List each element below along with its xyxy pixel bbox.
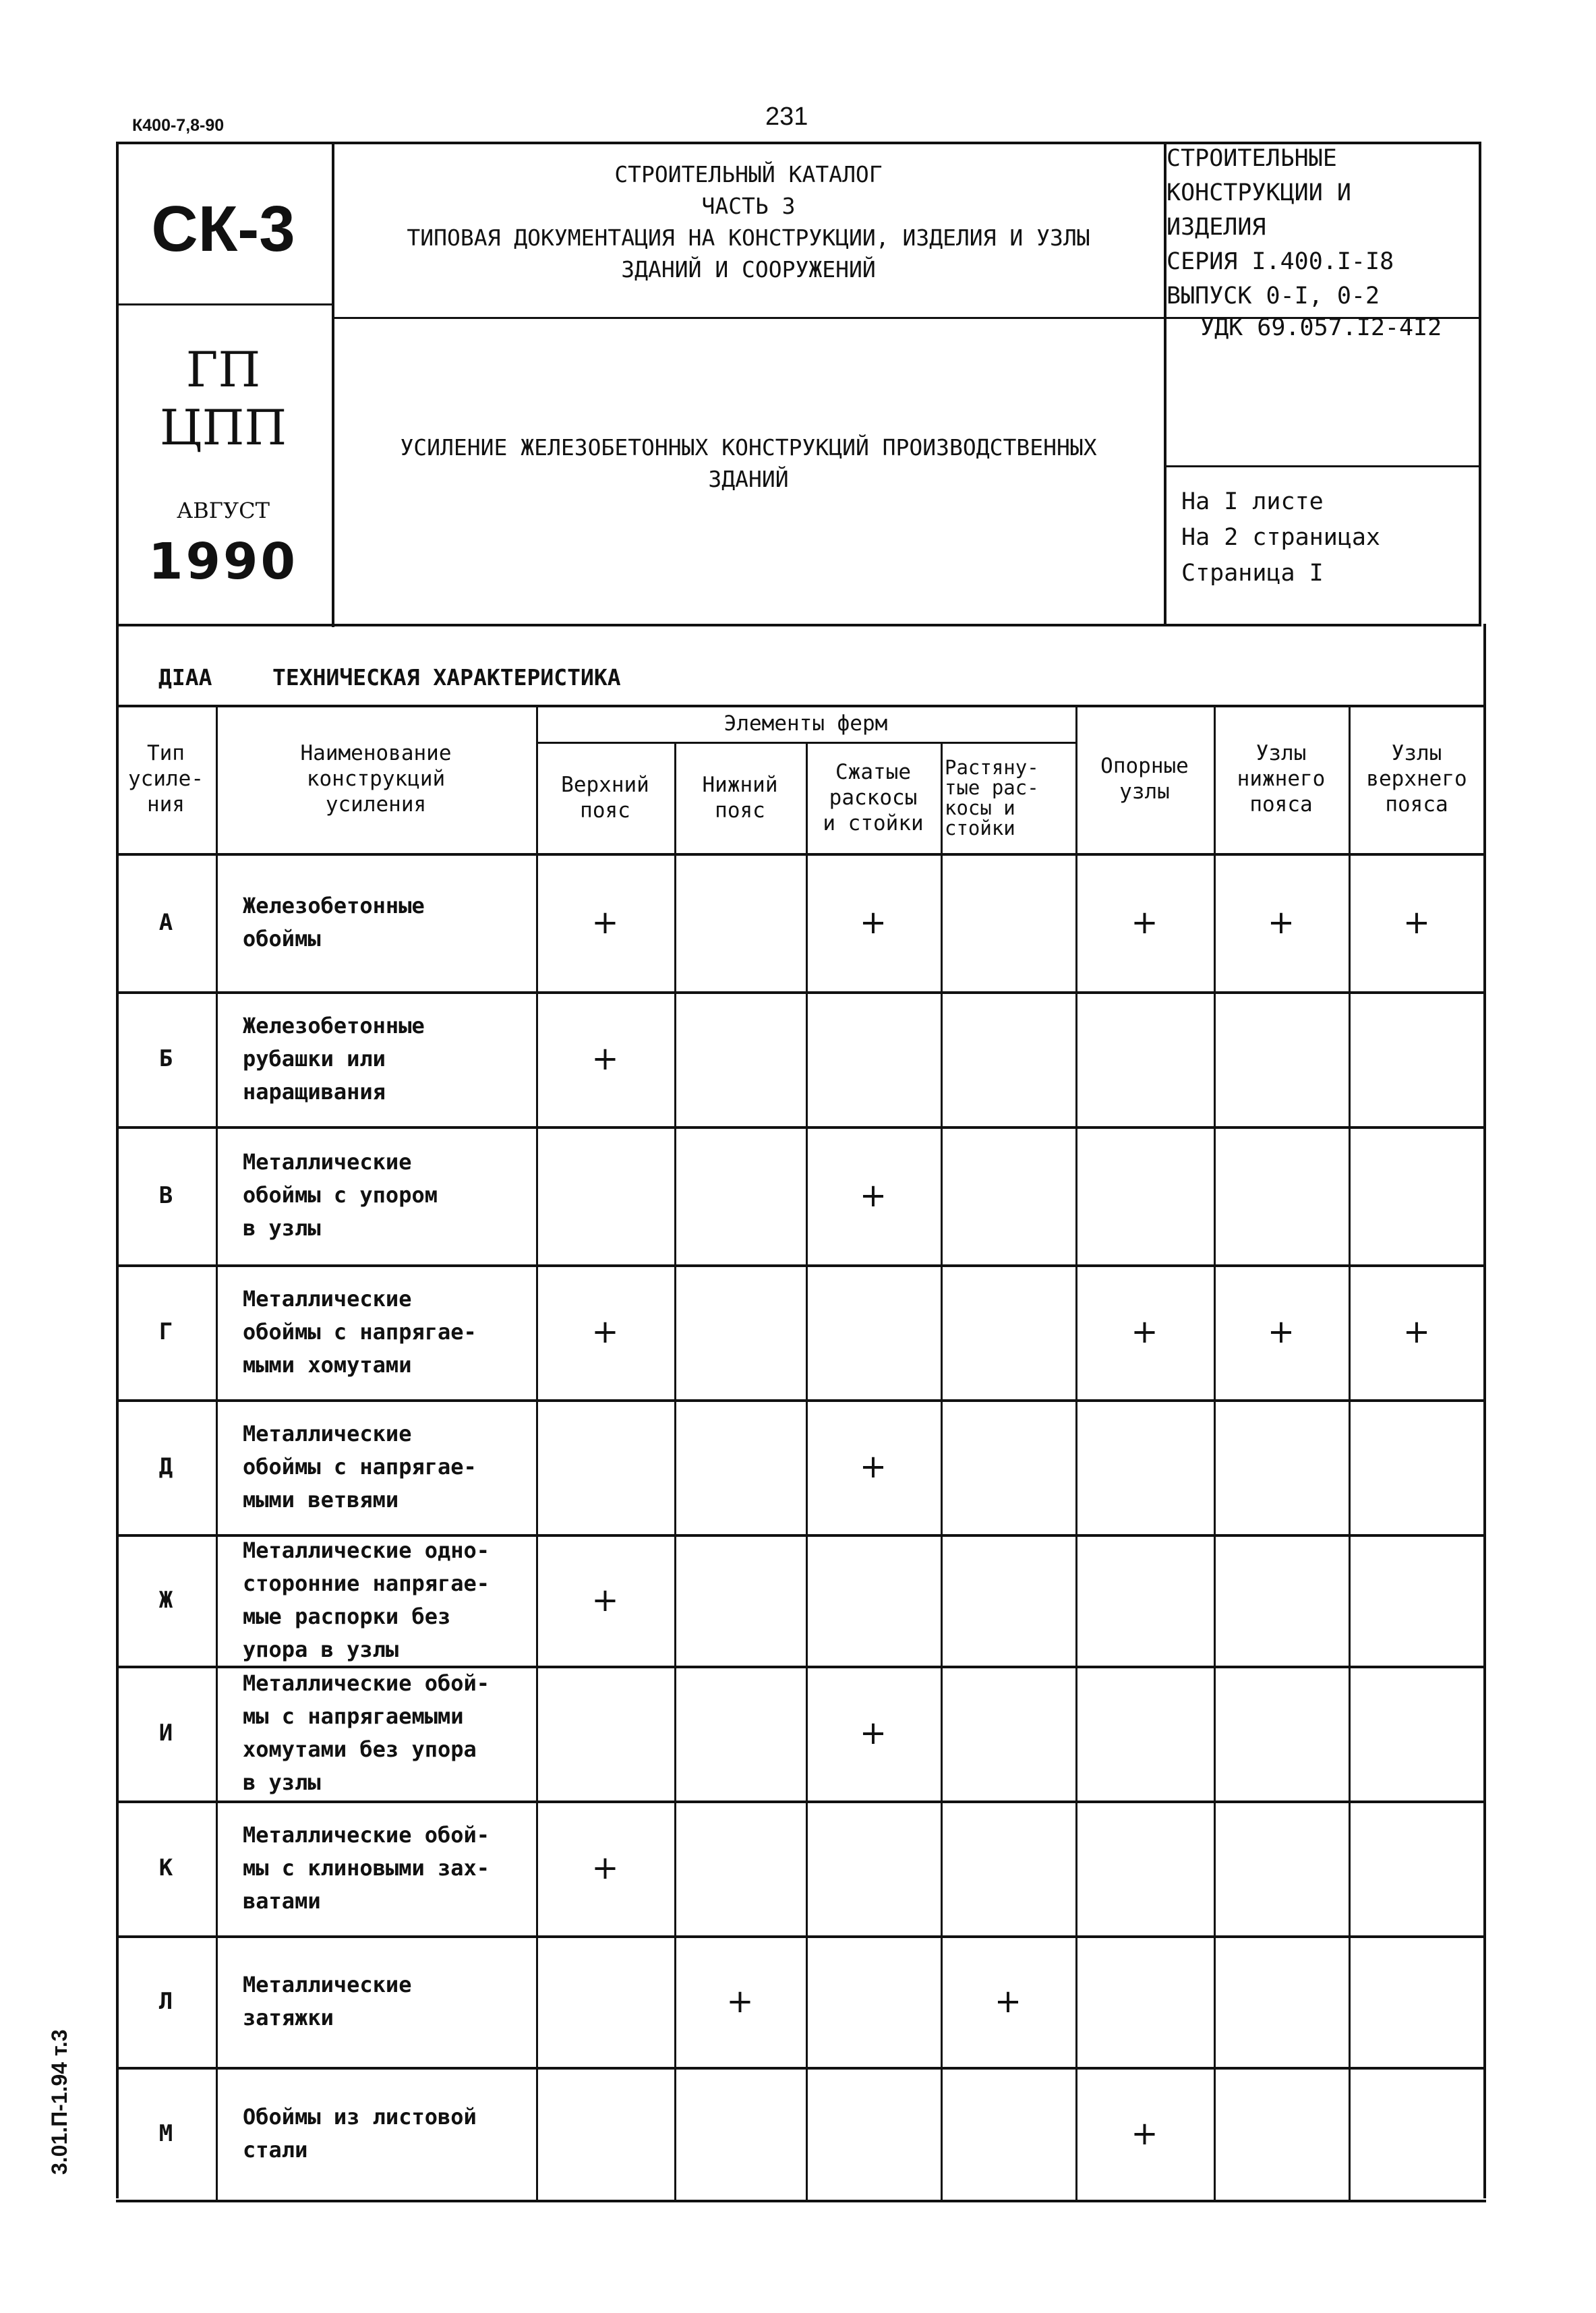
side-code: 3.01.П-1.94 т.3 bbox=[47, 2029, 71, 2175]
row-type-label: Д bbox=[158, 1453, 173, 1480]
row-construction-name: Металлические затяжки bbox=[243, 1971, 412, 2030]
header-top-chord: Верхний пояс bbox=[561, 772, 649, 823]
series-info: СТРОИТЕЛЬНЫЕ КОНСТРУКЦИИ И ИЗДЕЛИЯ СЕРИЯ I.400.I-I8 ВЫПУСК 0-I, 0-2 bbox=[1166, 145, 1394, 310]
organization: ГП ЦПП bbox=[159, 341, 287, 456]
row-construction-name: Железобетонные рубашки или наращивания bbox=[243, 1012, 425, 1105]
row-mark-plus: + bbox=[1131, 1313, 1158, 1351]
row-mark-plus: + bbox=[1131, 903, 1158, 941]
row-mark-plus: + bbox=[591, 1313, 619, 1351]
header-support-nodes: Опорные узлы bbox=[1100, 754, 1189, 804]
row-mark-plus: + bbox=[994, 1982, 1022, 2020]
row-type-label: И bbox=[158, 1720, 173, 1747]
header-compressed-braces: Сжатые раскосы и стойки bbox=[823, 759, 924, 836]
catalog-code: СК-3 bbox=[151, 193, 295, 265]
row-mark-plus: + bbox=[859, 1714, 887, 1752]
page-info: На I листе На 2 страницах Страница I bbox=[1181, 488, 1381, 587]
row-mark-plus: + bbox=[1402, 903, 1431, 941]
row-type-label: К bbox=[158, 1854, 173, 1881]
document-title: УСИЛЕНИЕ ЖЕЛЕЗОБЕТОННЫХ КОНСТРУКЦИЙ ПРОИЗВОДСТВЕННЫХ ЗДАНИЙ bbox=[400, 434, 1097, 492]
row-mark-plus: + bbox=[859, 1448, 887, 1486]
row-construction-name: Железобетонные обоймы bbox=[243, 892, 425, 951]
row-type-label: В bbox=[158, 1181, 173, 1209]
table-grid-line bbox=[216, 705, 218, 2200]
row-mark-plus: + bbox=[1131, 2114, 1158, 2153]
row-type-label: А bbox=[158, 908, 173, 936]
header-tensile-braces: Растяну- тые рас- косы и стойки bbox=[945, 755, 1039, 840]
row-mark-plus: + bbox=[1267, 1313, 1295, 1351]
row-mark-plus: + bbox=[1402, 1313, 1431, 1351]
row-construction-name: Металлические обоймы с напрягае- мыми ветвями bbox=[243, 1420, 477, 1513]
issue-year: 1990 bbox=[148, 533, 298, 591]
header-bottom-chord: Нижний пояс bbox=[702, 772, 778, 823]
row-mark-plus: + bbox=[726, 1982, 754, 2020]
issue-month: АВГУСТ bbox=[177, 498, 270, 523]
header-elements-group: Элементы ферм bbox=[723, 711, 888, 736]
row-mark-plus: + bbox=[591, 1040, 619, 1078]
section-code: ДIАА bbox=[158, 664, 212, 691]
row-type-label: Л bbox=[158, 1987, 173, 2015]
row-construction-name: Металлические обоймы с напрягае- мыми хомутами bbox=[243, 1285, 477, 1378]
row-type-label: Ж bbox=[158, 1586, 173, 1614]
header-type: Тип усиле- ния bbox=[128, 741, 204, 817]
document-code: К400-7,8-90 bbox=[132, 116, 225, 135]
header-bottom-nodes: Узлы нижнего пояса bbox=[1237, 741, 1326, 817]
catalog-heading: СТРОИТЕЛЬНЫЙ КАТАЛОГ ЧАСТЬ 3 ТИПОВАЯ ДОКУМЕНТАЦИЯ НА КОНСТРУКЦИИ, ИЗДЕЛИЯ И УЗЛЫ ЗДАНИЙ И СООРУЖЕНИЙ bbox=[407, 161, 1090, 283]
row-mark-plus: + bbox=[591, 1849, 619, 1887]
row-mark-plus: + bbox=[859, 903, 887, 941]
row-type-label: М bbox=[158, 2119, 173, 2147]
row-mark-plus: + bbox=[591, 903, 619, 941]
row-construction-name: Металлические обой- мы с напрягаемыми хомутами без упора в узлы bbox=[243, 1670, 490, 1795]
header-top-nodes: Узлы верхнего пояса bbox=[1366, 741, 1467, 817]
udk-code: УДК 69.057.I2-4I2 bbox=[1200, 314, 1442, 341]
row-construction-name: Обоймы из листовой стали bbox=[243, 2103, 477, 2163]
page-number: 231 bbox=[765, 103, 808, 131]
row-type-label: Г bbox=[158, 1318, 173, 1345]
section-title: ТЕХНИЧЕСКАЯ ХАРАКТЕРИСТИКА bbox=[272, 664, 621, 691]
row-construction-name: Металлические обоймы с упором в узлы bbox=[243, 1149, 438, 1241]
row-mark-plus: + bbox=[859, 1176, 887, 1214]
row-type-label: Б bbox=[158, 1045, 173, 1072]
table-grid-line bbox=[116, 2200, 1486, 2202]
header-name: Наименование конструкций усиления bbox=[300, 741, 452, 817]
row-mark-plus: + bbox=[1267, 903, 1295, 941]
row-mark-plus: + bbox=[591, 1581, 619, 1619]
row-construction-name: Металлические одно- сторонние напрягае- мые распорки без упора в узлы bbox=[243, 1537, 490, 1662]
row-construction-name: Металлические обой- мы с клиновыми зах- ватами bbox=[243, 1821, 490, 1914]
